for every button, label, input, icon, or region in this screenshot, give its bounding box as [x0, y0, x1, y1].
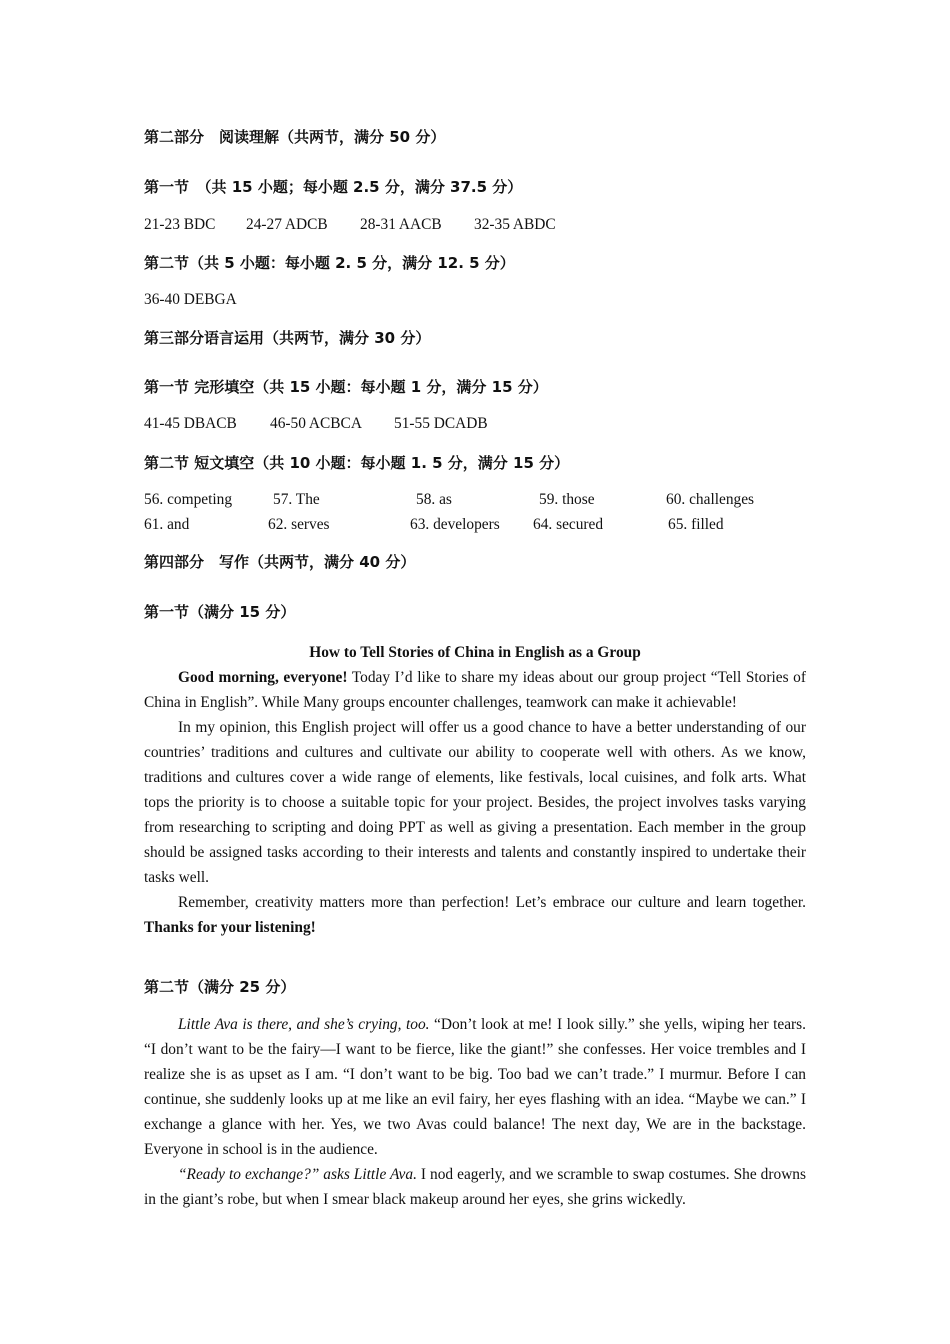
part4-sec2-heading: 第二节（满分 25 分）	[144, 978, 296, 996]
answer-group: 21-23 BDC	[144, 216, 216, 233]
given-sentence: “Ready to exchange?” asks Little Ava.	[178, 1166, 417, 1183]
answer-group: 41-45 DBACB	[144, 415, 237, 432]
part2-heading: 第二部分 阅读理解（共两节，满分 50 分）	[144, 128, 446, 146]
answer-item: 64. secured	[533, 516, 604, 533]
answer-item: 58. as	[416, 491, 452, 508]
part3-sec1-heading: 第一节 完形填空（共 15 小题：每小题 1 分，满分 15 分）	[144, 378, 548, 396]
part4-sec1-heading: 第一节（满分 15 分）	[144, 603, 296, 621]
part4-heading: 第四部分 写作（共两节，满分 40 分）	[144, 553, 416, 571]
paragraph-text: I nod eagerly, and we scramble to swap costumes. She drowns in the giant’s robe, but when I smear black makeup around her eyes, she grins wickedly.	[144, 1166, 806, 1208]
answer-group: 28-31 AACB	[360, 216, 442, 233]
paragraph-text: Remember, creativity matters more than perfection! Let’s embrace our culture and learn together.	[178, 894, 806, 911]
essay-title: How to Tell Stories of China in English as a Group	[309, 644, 641, 661]
greeting: Good morning, everyone!	[178, 669, 348, 686]
answer-item: 57. The	[273, 491, 320, 508]
part2-sec1-answers	[144, 216, 556, 234]
answer-group: 51-55 DCADB	[394, 415, 488, 432]
answer-item: 62. serves	[268, 516, 330, 533]
story-paragraph-2	[144, 1162, 806, 1212]
essay-paragraph-1	[144, 665, 806, 715]
part3-sec2-heading: 第二节 短文填空（共 10 小题：每小题 1. 5 分，满分 15 分）	[144, 454, 570, 472]
answer-group: 46-50 ACBCA	[270, 415, 362, 432]
closing: Thanks for your listening!	[144, 919, 316, 936]
answer-item: 56. competing	[144, 491, 233, 508]
part3-heading: 第三部分语言运用（共两节，满分 30 分）	[144, 329, 431, 347]
part3-sec2-answers	[144, 491, 806, 541]
part2-sec1-heading: 第一节 （共 15 小题；每小题 2.5 分，满分 37.5 分）	[144, 178, 523, 196]
answer-item: 63. developers	[410, 516, 500, 533]
essay-paragraph-2: In my opinion, this English project will offer us a good chance to have a better understanding of our countries’ traditions and cultures and cultivate our ability to cooperate well with others. As we know, traditions and cultures cover a wide range of elements, like festivals, local cuisines, and folk arts. What tops the priority is to choose a suitable topic for your project. Besides, the project involves tasks varying from researching to scripting and doing PPT as well as giving a presentation. Each member in the group should be assigned tasks according to their interests and talents and constantly inspired to undertake their tasks well.	[144, 719, 806, 886]
part2-sec2-heading: 第二节（共 5 小题：每小题 2. 5 分，满分 12. 5 分）	[144, 254, 515, 272]
given-sentence: Little Ava is there, and she’s crying, too.	[178, 1016, 430, 1033]
part2-sec2-answers	[144, 291, 237, 309]
answer-group: 32-35 ABDC	[474, 216, 556, 233]
answer-item: 60. challenges	[666, 491, 755, 508]
continuation-writing	[144, 1012, 806, 1212]
part3-sec1-answers	[144, 415, 488, 433]
essay	[144, 640, 806, 940]
answer-group: 24-27 ADCB	[246, 216, 328, 233]
essay-paragraph-3	[144, 890, 806, 940]
answer-item: 65. filled	[668, 516, 724, 533]
answer-item: 61. and	[144, 516, 190, 533]
answer-item: 59. those	[539, 491, 595, 508]
paragraph-text: “Don’t look at me! I look silly.” she yells, wiping her tears. “I don’t want to be the fairy—I want to be fierce, like the giant!” she confesses. Her voice trembles and I realize she is as upset as I am. “I don’t want to be big. Too bad we can’t trade.” I murmur. Before I can continue, she suddenly looks up at me like an evil fairy, her eyes flashing with an idea. “Maybe we can.” I exchange a glance with her. Yes, we two Avas could balance! The next day, We are in the backstage. Everyone in school is in the audience.	[144, 1016, 806, 1158]
story-paragraph-1	[144, 1012, 806, 1162]
paragraph-text: Today I’d like to share my ideas about our group project “Tell Stories of China in English”. While Many groups encounter challenges, teamwork can make it achievable!	[144, 669, 806, 711]
answer-group: 36-40 DEBGA	[144, 291, 237, 308]
